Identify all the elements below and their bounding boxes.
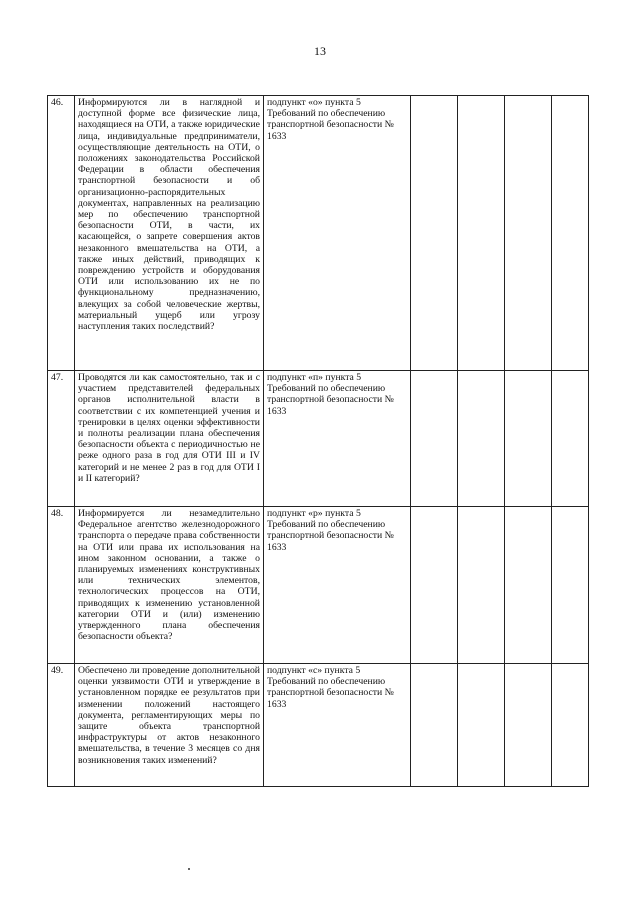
row-number: 47.	[48, 371, 75, 507]
table-row	[48, 96, 589, 371]
question-cell: Информируется ли незамедлительно Федеральное агентство железнодорожного транспорта о передаче права собственности на ОТИ или права их использования на ином законном основании, а также о планируемых изменениях конструктивных или технических элементов, технологических процессов на ОТИ, приводящих к изменению установленной категории ОТИ и (или) изменению утвержденного плана обеспечения безопасности объекта?	[75, 507, 264, 664]
answer-cell-no	[458, 507, 505, 664]
answer-cell-yes	[411, 96, 458, 371]
reference-cell: подпункт «с» пункта 5 Требований по обеспечению транспортной безопасности № 1633	[264, 664, 411, 787]
table-row	[48, 371, 589, 507]
answer-cell-no	[458, 664, 505, 787]
page-number: 13	[314, 44, 326, 58]
notes-cell	[552, 507, 589, 664]
question-cell: Обеспечено ли проведение дополнительной оценки уязвимости ОТИ и утверждение в установленном порядке ее результатов при изменении положений настоящего документа, регламентирующих меры по защите объекта транспортной инфраструктуры от актов незаконного вмешательства, в течение 3 месяцев со дня возникновения таких изменений?	[75, 664, 264, 787]
reference-cell: подпункт «о» пункта 5 Требований по обеспечению транспортной безопасности № 1633	[264, 96, 411, 371]
question-cell: Проводятся ли как самостоятельно, так и с участием представителей федеральных органов исполнительной власти в соответствии с их компетенцией учения и тренировки в целях оценки эффективности и полноты реализации плана обеспечения безопасности объекта с периодичностью не реже одного раза в год для ОТИ III и IV категорий и не менее 2 раз в год для ОТИ I и II категорий?	[75, 371, 264, 507]
table-row	[48, 507, 589, 664]
notes-cell	[552, 664, 589, 787]
answer-cell-yes	[411, 507, 458, 664]
reference-cell: подпункт «р» пункта 5 Требований по обеспечению транспортной безопасности № 1633	[264, 507, 411, 664]
notes-cell	[552, 96, 589, 371]
row-number: 46.	[48, 96, 75, 371]
reference-cell: подпункт «п» пункта 5 Требований по обеспечению транспортной безопасности № 1633	[264, 371, 411, 507]
answer-cell-no	[458, 371, 505, 507]
checklist-table	[47, 95, 589, 787]
answer-cell-na	[505, 507, 552, 664]
answer-cell-yes	[411, 371, 458, 507]
answer-cell-na	[505, 96, 552, 371]
scan-speck	[188, 868, 190, 870]
answer-cell-yes	[411, 664, 458, 787]
question-cell: Информируются ли в наглядной и доступной форме все физические лица, находящиеся на ОТИ, а также юридические лица, индивидуальные предприниматели, осуществляющие деятельность на ОТИ, о положениях законодательства Российской Федерации в области обеспечения транспортной безопасности и об организационно-распорядительных документах, направленных на реализацию мер по обеспечению транспортной безопасности ОТИ, в части, их касающейся, о запрете совершения актов незаконного вмешательства на ОТИ, а также иных действий, приводящих к повреждению устройств и оборудования ОТИ или использованию их не по функциональному предназначению, влекущих за собой человеческие жертвы, материальный ущерб или угрозу наступления таких последствий?	[75, 96, 264, 371]
answer-cell-no	[458, 96, 505, 371]
row-number: 48.	[48, 507, 75, 664]
table-row	[48, 664, 589, 787]
answer-cell-na	[505, 371, 552, 507]
notes-cell	[552, 371, 589, 507]
answer-cell-na	[505, 664, 552, 787]
row-number: 49.	[48, 664, 75, 787]
